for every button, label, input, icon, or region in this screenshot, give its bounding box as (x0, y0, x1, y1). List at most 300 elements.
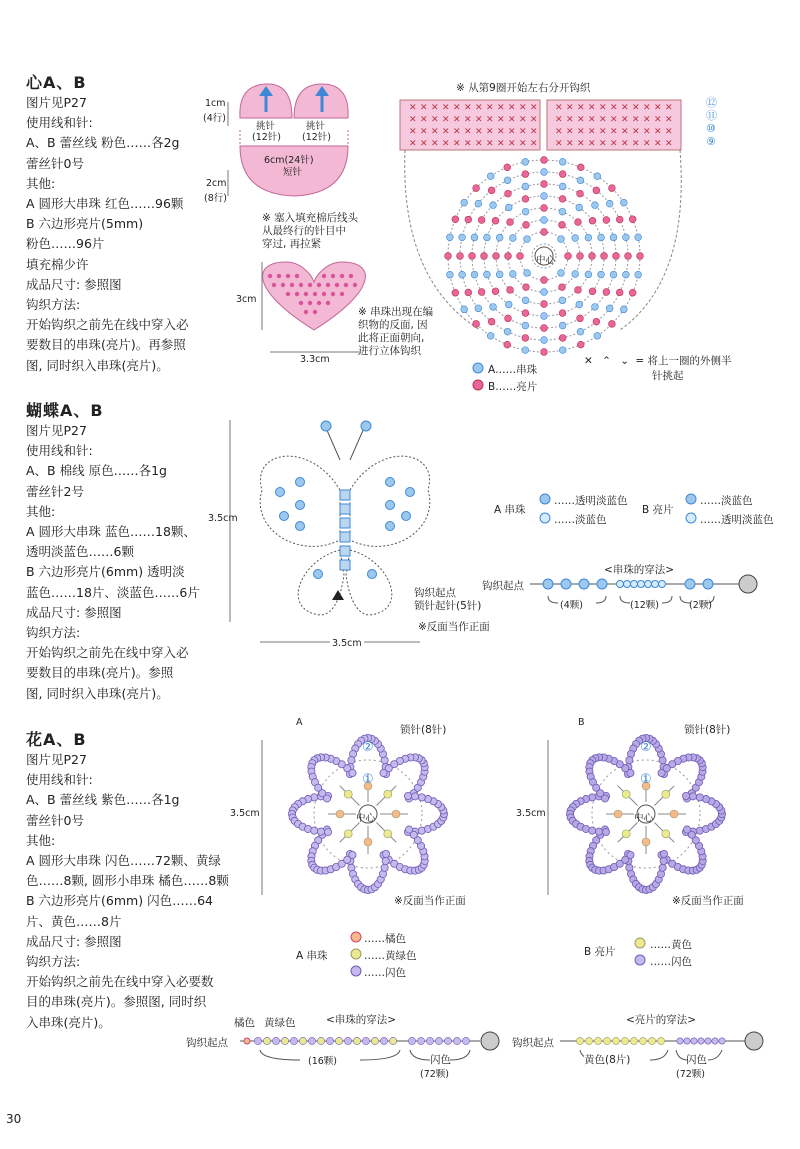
flower-b-chain: 锁针(8针) (684, 724, 731, 736)
bf-legend-a1: ……透明淡蓝色 (554, 495, 628, 507)
round-bead (572, 235, 579, 242)
round-bead (493, 253, 500, 260)
row-stitch: ✕ (621, 127, 629, 137)
flower-thread-bead (263, 1037, 270, 1044)
row-stitch: ✕ (486, 139, 494, 149)
flower-thread-bead (462, 1037, 469, 1044)
round-bead (504, 328, 511, 335)
flower-inner-bead (364, 838, 372, 846)
round-bead (541, 205, 548, 212)
row-stitch: ✕ (632, 103, 640, 113)
bf-dim-w: 3.5cm (332, 638, 362, 649)
row-stitch: ✕ (610, 139, 618, 149)
flower-text-line: 片、黄色……8片 (26, 913, 122, 929)
round-bead (589, 253, 596, 260)
round-bead (505, 315, 512, 322)
round-bead (589, 288, 596, 295)
butterfly-body-stitch (340, 532, 350, 542)
heart-short-stitch: 短针 (283, 167, 303, 178)
heart-dim-2cm: 2cm (206, 178, 227, 189)
round-bead (505, 204, 512, 211)
round-bead (559, 322, 566, 329)
heart-bead-dot (308, 283, 312, 287)
row-stitch: ✕ (519, 103, 527, 113)
round-bead (446, 271, 453, 278)
bf-dim-h: 3.5cm (208, 513, 238, 524)
round-bead (613, 253, 620, 260)
flower-thread-a-title: <串珠的穿法> (326, 1014, 397, 1026)
round-bead (461, 199, 468, 206)
butterfly-bead (296, 478, 305, 487)
flower-thread-bead (281, 1037, 288, 1044)
row-stitch: ✕ (431, 115, 439, 125)
thread-bead (685, 579, 695, 589)
heart-text-line: 填充棉少许 (26, 256, 89, 272)
butterfly-bead (296, 522, 305, 531)
row-stitch: ✕ (508, 127, 516, 137)
round-bead (507, 287, 514, 294)
flower-thread-bead (435, 1037, 442, 1044)
row-stitch: ✕ (588, 127, 596, 137)
row-stitch: ✕ (588, 103, 596, 113)
heart-bead-dot (299, 283, 303, 287)
flower-thread-bead (290, 1037, 297, 1044)
round-bead (577, 253, 584, 260)
flower-thread-bead (308, 1037, 315, 1044)
round-bead (473, 185, 480, 192)
row-stitch: ✕ (519, 127, 527, 137)
flower-text-line: B 六边形亮片(6mm) 闪色……64 (26, 893, 213, 909)
heart-text-line: 钩织方法: (26, 297, 81, 313)
flower-thread-bead (603, 1037, 610, 1044)
row-stitch: ✕ (599, 103, 607, 113)
flower-text-line: A、B 蕾丝线 紫色……各1g (26, 792, 180, 808)
heart-text-line: A 圆形大串珠 红色……96颗 (26, 196, 184, 212)
flower-thread-bead (677, 1038, 683, 1044)
round-bead (475, 305, 482, 312)
flower-inner-bead (670, 810, 678, 818)
round-bead (541, 313, 548, 320)
flower-petal-bead (602, 828, 609, 835)
flower-thread-bead (639, 1037, 646, 1044)
row-stitch: ✕ (442, 127, 450, 137)
heart-text-line: A、B 蕾丝线 粉色……各2g (26, 135, 180, 151)
round-bead (601, 253, 608, 260)
flower-petal-bead (696, 794, 703, 801)
heart-bead-dot (304, 310, 308, 314)
heart-bead-dot (286, 292, 290, 296)
flower-thread-bead (317, 1037, 324, 1044)
butterfly-text-line: 透明淡蓝色……6颗 (26, 544, 134, 560)
thread-bead (617, 581, 624, 588)
row-stitch: ✕ (431, 103, 439, 113)
round-bead (606, 305, 613, 312)
row-stitch: ✕ (475, 139, 483, 149)
row-label-line: ⑨ (706, 135, 716, 148)
row-stitch: ✕ (519, 115, 527, 125)
flower-petal-bead (589, 827, 596, 834)
row-label-line: ⑪ (706, 109, 717, 122)
flower-lb2: ……闪色 (650, 956, 692, 968)
round-bead (559, 221, 566, 228)
flower-thread-bead (719, 1038, 725, 1044)
page-number: 30 (6, 1112, 22, 1126)
butterfly-text-line: 使用线和针: (26, 443, 93, 459)
flower-petal-bead (626, 757, 633, 764)
row-stitch: ✕ (555, 139, 563, 149)
row-stitch: ✕ (431, 139, 439, 149)
butterfly-text-line: 开始钩织之前先在线中穿入必 (26, 645, 189, 661)
flower-cnt72-a: (72颗) (420, 1069, 450, 1080)
flower-text-line: A 圆形大串珠 闪色……72颗、黄绿 (26, 853, 221, 869)
flower-a-round2: ② (362, 740, 374, 755)
round-bead (575, 219, 582, 226)
round-bead (541, 217, 548, 224)
heart-bead-dot (335, 283, 339, 287)
round-bead (487, 332, 494, 339)
heart-bead-dot (272, 283, 276, 287)
round-bead (465, 216, 472, 223)
row-stitch: ✕ (621, 103, 629, 113)
butterfly-text-line: 蕾丝针2号 (26, 483, 84, 499)
flower-text-line: 使用线和针: (26, 772, 93, 788)
flower-shine-b: 闪色 (686, 1054, 707, 1066)
butterfly-bead (368, 570, 377, 579)
row-stitch: ✕ (566, 115, 574, 125)
round-bead (541, 169, 548, 176)
row-stitch: ✕ (530, 127, 538, 137)
heart-bead-dot (313, 292, 317, 296)
row-stitch: ✕ (665, 127, 673, 137)
round-bead (585, 234, 592, 241)
flower-yellow8: 黄色(8片) (584, 1054, 631, 1066)
round-bead (576, 204, 583, 211)
flower-cnt72-b: (72颗) (676, 1069, 706, 1080)
flower-petal-bead (689, 793, 696, 800)
row-stitch: ✕ (643, 103, 651, 113)
row-stitch: ✕ (453, 103, 461, 113)
row-stitch: ✕ (577, 115, 585, 125)
round-bead (488, 318, 495, 325)
flower-inner-bead (662, 830, 670, 838)
row-stitch: ✕ (508, 115, 516, 125)
row-stitch: ✕ (599, 115, 607, 125)
row-stitch: ✕ (475, 127, 483, 137)
row-stitch: ✕ (475, 103, 483, 113)
flower-a-chain: 锁针(8针) (400, 724, 447, 736)
butterfly-text-line: A 圆形大串珠 蓝色……18颗、 (26, 524, 196, 540)
flower-thread-bead (335, 1037, 342, 1044)
thread-bead (624, 581, 631, 588)
round-bead (541, 349, 548, 356)
flower-inner-bead (622, 830, 630, 838)
round-bead (459, 271, 466, 278)
round-bead (620, 306, 627, 313)
flower-petal-bead (323, 795, 330, 802)
flower-thread-bead (326, 1037, 333, 1044)
round-bead (473, 320, 480, 327)
butterfly-diagram (230, 420, 430, 642)
butterfly-bead (386, 522, 395, 531)
round-bead (541, 157, 548, 164)
round-bead (616, 289, 623, 296)
heart-text-line: 图, 同时织入串珠(亮片)。 (26, 357, 169, 373)
round-bead (492, 288, 499, 295)
round-bead (522, 183, 529, 190)
flower-thread-bead (353, 1037, 360, 1044)
bf-legend-b1: ……淡蓝色 (700, 495, 753, 507)
heart-pick1: 挑针 (256, 121, 276, 132)
round-bead (452, 289, 459, 296)
heart-bead-dot (340, 274, 344, 278)
round-bead (541, 229, 548, 236)
round-bead (577, 177, 584, 184)
row-stitch: ✕ (610, 127, 618, 137)
flower-petal-bead (411, 793, 418, 800)
flower-thread-bead (630, 1037, 637, 1044)
flower-thread-bead (648, 1037, 655, 1044)
butterfly-bead (280, 512, 289, 521)
butterfly-text-line: 成品尺寸: 参照图 (26, 604, 122, 620)
round-bead (559, 310, 566, 317)
round-bead (465, 289, 472, 296)
heart-pick1-sub: (12针) (252, 132, 282, 143)
flower-petal-bead (324, 828, 331, 835)
round-bead (559, 183, 566, 190)
flower-a-dim: 3.5cm (230, 808, 260, 819)
flower-petal-bead (595, 828, 602, 835)
flower-la2: ……黄绿色 (364, 950, 417, 962)
round-bead (577, 190, 584, 197)
flower-thread-bead (712, 1038, 718, 1044)
flower-text-line: 目的串珠(亮片)。参照图, 同时织 (26, 994, 207, 1010)
heart-dim-3cm: 3cm (236, 294, 257, 305)
heart-stitch-note-2: 针挑起 (652, 370, 684, 382)
flower-text-line: 蕾丝针0号 (26, 812, 84, 828)
flower-b-dim: 3.5cm (516, 808, 546, 819)
round-bead (459, 234, 466, 241)
round-bead (589, 217, 596, 224)
row-stitch: ✕ (530, 115, 538, 125)
heart-pick2-sub: (12针) (302, 132, 332, 143)
heart-bead-dot (299, 301, 303, 305)
row-stitch: ✕ (610, 103, 618, 113)
stuff-note-line: 穿过, 再拉紧 (262, 238, 322, 250)
round-bead (608, 185, 615, 192)
flower-thread-bead (408, 1037, 415, 1044)
row-stitch: ✕ (621, 139, 629, 149)
thread-bead (703, 579, 713, 589)
flower-thread-bead (594, 1037, 601, 1044)
heart-bead-dot (331, 274, 335, 278)
flower-thread-bead (244, 1038, 250, 1044)
row-stitch: ✕ (654, 127, 662, 137)
row-stitch: ✕ (588, 115, 596, 125)
round-bead (558, 270, 565, 277)
round-bead (522, 196, 529, 203)
flower-thread-orange: 橘色 (234, 1017, 255, 1029)
heart-text-line: 开始钩织之前先在线中穿入必 (26, 317, 189, 333)
heart-bead-dot (286, 274, 290, 278)
butterfly-text-line: 其他: (26, 503, 56, 519)
round-bead (541, 301, 548, 308)
row-stitch: ✕ (486, 115, 494, 125)
flower-thread-bead (657, 1037, 664, 1044)
round-bead (608, 320, 615, 327)
bf-reverse: ※反面当作正面 (418, 621, 490, 633)
butterfly-text-line: 蓝色……18片、淡蓝色……6片 (26, 584, 200, 600)
flower-thread-bead (299, 1037, 306, 1044)
round-bead (576, 301, 583, 308)
flower-petal-bead (660, 857, 667, 864)
flower-text-line: 图片见P27 (26, 752, 87, 767)
flower-thread-bead (344, 1037, 351, 1044)
flower-petal-bead (660, 850, 667, 857)
heart-bead-dot (326, 301, 330, 305)
heart-bead-dot (322, 274, 326, 278)
round-bead (452, 216, 459, 223)
row-stitch: ✕ (497, 103, 505, 113)
flower-thread-bead (444, 1037, 451, 1044)
round-bead (592, 202, 599, 209)
row-stitch: ✕ (464, 127, 472, 137)
round-bead (559, 171, 566, 178)
round-bead (594, 173, 601, 180)
round-bead (517, 253, 524, 260)
row-stitch: ✕ (508, 103, 516, 113)
round-bead (471, 271, 478, 278)
row-stitch: ✕ (464, 139, 472, 149)
flower-la3: ……闪色 (364, 967, 406, 979)
heart-rows-diagram (400, 100, 681, 355)
flower-thread-bead (362, 1037, 369, 1044)
heart-stitch-note: ✕ ⌃ ⌄ = 将上一圈的外侧半 (584, 355, 732, 367)
row-stitch: ✕ (632, 115, 640, 125)
row-stitch: ✕ (409, 115, 417, 125)
row-stitch: ✕ (409, 139, 417, 149)
flower-petal-bead (627, 851, 634, 858)
heart-bead-dot (317, 283, 321, 287)
round-bead (496, 234, 503, 241)
row-stitch: ✕ (577, 127, 585, 137)
round-bead (505, 301, 512, 308)
round-bead (598, 271, 605, 278)
heart-bead-dot (281, 283, 285, 287)
row-stitch: ✕ (530, 139, 538, 149)
flower-text-line: 钩织方法: (26, 954, 81, 970)
round-bead (490, 202, 497, 209)
round-bead (637, 253, 644, 260)
round-bead (488, 187, 495, 194)
round-bead (524, 236, 531, 243)
butterfly-bead (386, 478, 395, 487)
row-stitch: ✕ (442, 139, 450, 149)
flower-title: 花A、B (26, 730, 87, 749)
flower-petal-bead (380, 769, 387, 776)
round-bead (541, 325, 548, 332)
heart-bead-dot (304, 292, 308, 296)
round-bead (622, 234, 629, 241)
bead-note-line: ※ 串珠出现在编 (358, 306, 434, 318)
row-stitch: ✕ (665, 139, 673, 149)
row-stitch: ✕ (475, 115, 483, 125)
heart-legend-a: A……串珠 (488, 364, 538, 376)
heart-bead-dot (331, 292, 335, 296)
round-bead (541, 181, 548, 188)
flower-thread-bead (380, 1037, 387, 1044)
flower-inner-bead (384, 830, 392, 838)
flower-petal-bead (382, 857, 389, 864)
flower-thread-bead (684, 1038, 690, 1044)
bf-legend-a2: ……淡蓝色 (554, 514, 607, 526)
heart-legend-b: B……亮片 (488, 381, 538, 393)
row-stitch: ✕ (654, 139, 662, 149)
round-bead (629, 289, 636, 296)
round-bead (598, 234, 605, 241)
butterfly-text-line: A、B 棉线 原色……各1g (26, 463, 167, 479)
round-bead (603, 289, 610, 296)
flower-inner-bead (642, 838, 650, 846)
flower-petal-bead (682, 792, 689, 799)
butterfly-body-stitch (340, 518, 350, 528)
butterfly-bead (402, 512, 411, 521)
row-stitch: ✕ (566, 139, 574, 149)
butterfly-body-stitch (340, 560, 350, 570)
round-bead (575, 287, 582, 294)
row-stitch: ✕ (409, 103, 417, 113)
heart-bead-dot (317, 301, 321, 305)
row-stitch: ✕ (453, 139, 461, 149)
heart-text-line: 要数目的串珠(亮片)。再参照 (26, 337, 186, 353)
flower-petal-bead (317, 828, 324, 835)
round-bead (593, 318, 600, 325)
heart-bead-dot (290, 283, 294, 287)
round-bead (610, 271, 617, 278)
flower-thread-bead (389, 1037, 396, 1044)
row-stitch: ✕ (497, 139, 505, 149)
row-stitch: ✕ (453, 115, 461, 125)
butterfly-bead (386, 501, 395, 510)
flower-inner-bead (344, 790, 352, 798)
flower-thread-a-start: 钩织起点 (186, 1037, 228, 1049)
heart-text-line: 蕾丝针0号 (26, 155, 84, 171)
flower-cnt16: (16颗) (308, 1053, 337, 1067)
flower-thread-bead (621, 1037, 628, 1044)
flower-thread-bead (698, 1038, 704, 1044)
row-stitch: ✕ (555, 115, 563, 125)
round-bead (522, 297, 529, 304)
round-bead (541, 193, 548, 200)
round-bead (635, 271, 642, 278)
flower-petal-bead (349, 851, 356, 858)
row-stitch: ✕ (486, 103, 494, 113)
round-bead (509, 235, 516, 242)
heart-text-line: 使用线和针: (26, 115, 93, 131)
bead-note-line: 此将正面朝向, (358, 332, 425, 344)
round-bead (559, 284, 566, 291)
round-bead (577, 341, 584, 348)
flower-thread-bead (705, 1038, 711, 1044)
heart-text-line: B 六边形亮片(5mm) (26, 216, 144, 232)
round-bead (522, 334, 529, 341)
heart-title: 心A、B (26, 73, 87, 92)
row-stitch: ✕ (486, 127, 494, 137)
row-stitch: ✕ (464, 103, 472, 113)
bf-legend-b2: ……透明淡蓝色 (700, 514, 774, 526)
row-stitch: ✕ (464, 115, 472, 125)
flower-thread-bead (417, 1037, 424, 1044)
butterfly-bead (296, 501, 305, 510)
